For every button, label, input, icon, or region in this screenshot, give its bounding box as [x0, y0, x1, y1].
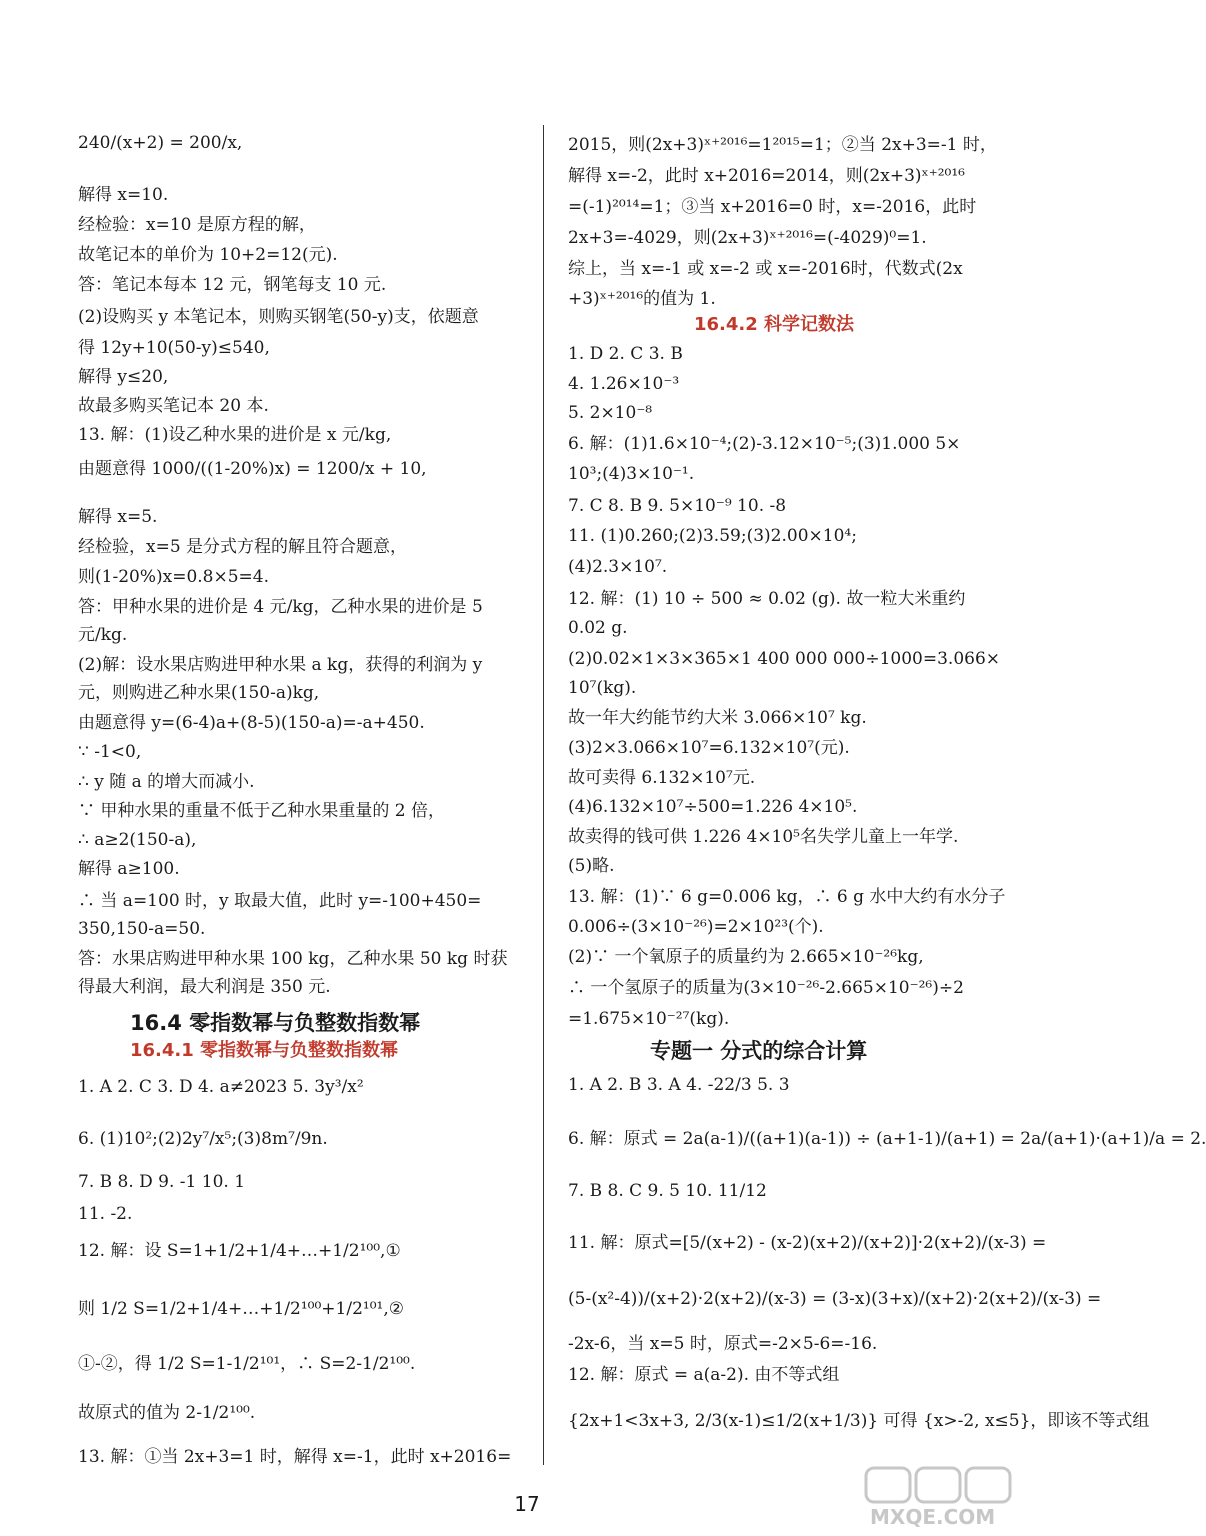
text-line: 2015，则(2x+3)ˣ⁺²⁰¹⁶=1²⁰¹⁵=1；②当 2x+3=-1 时， [568, 135, 997, 155]
text-line: 则 1/2 S=1/2+1/4+…+1/2¹⁰⁰+1/2¹⁰¹,② [78, 1299, 405, 1319]
text-line: 解得 y≤20, [78, 367, 169, 387]
svg-text:MXQE.COM: MXQE.COM [870, 1505, 996, 1529]
text-line: 由题意得 y=(6-4)a+(8-5)(150-a)=-a+450. [78, 713, 425, 733]
text-line: 12. 解：原式 = a(a-2). 由不等式组 [568, 1365, 840, 1385]
text-line: ∴ a≥2(150-a), [78, 830, 197, 850]
text-line: (3)2×3.066×10⁷=6.132×10⁷(元). [568, 738, 850, 758]
text-line: ∵ -1<0, [78, 742, 142, 762]
text-line: =1.675×10⁻²⁷(kg). [568, 1009, 730, 1029]
text-line: 7. C 8. B 9. 5×10⁻⁹ 10. -8 [568, 496, 787, 516]
text-line: 13. 解：①当 2x+3=1 时，解得 x=-1，此时 x+2016= [78, 1447, 512, 1467]
text-line: ∴ 一个氢原子的质量为(3×10⁻²⁶-2.665×10⁻²⁶)÷2 [568, 978, 964, 998]
text-line: 13. 解：(1)设乙种水果的进价是 x 元/kg, [78, 425, 392, 445]
text-line: 故原式的值为 2-1/2¹⁰⁰. [78, 1403, 256, 1423]
text-line: 1. A 2. C 3. D 4. a≠2023 5. 3y³/x² [78, 1077, 364, 1097]
text-line: 故一年大约能节约大米 3.066×10⁷ kg. [568, 708, 867, 728]
text-line: 经检验：x=10 是原方程的解， [78, 215, 316, 235]
text-line: 4. 1.26×10⁻³ [568, 374, 680, 394]
text-line: 元/kg. [78, 625, 128, 645]
text-line: 故最多购买笔记本 20 本. [78, 396, 269, 416]
text-line: 2x+3=-4029，则(2x+3)ˣ⁺²⁰¹⁶=(-4029)⁰=1. [568, 228, 927, 248]
text-line: 则(1-20%)x=0.8×5=4. [78, 567, 270, 587]
text-line: 0.006÷(3×10⁻²⁶)=2×10²³(个). [568, 917, 824, 937]
text-line: 10³;(4)3×10⁻¹. [568, 464, 695, 484]
text-line: +3)ˣ⁺²⁰¹⁶的值为 1. [568, 289, 716, 309]
text-line: 12. 解：(1) 10 ÷ 500 ≈ 0.02 (g). 故一粒大米重约 [568, 589, 966, 609]
text-line: (5-(x²-4))/(x+2)·2(x+2)/(x-3) = (3-x)(3+x)/(x+2)·2(x+2)/(x-3) = [568, 1289, 1102, 1309]
text-line: (2)设购买 y 本笔记本，则购买钢笔(50-y)支，依题意 [78, 307, 479, 327]
text-line: (5)略. [568, 856, 615, 876]
text-line: 13. 解：(1)∵ 6 g=0.006 kg，∴ 6 g 水中大约有水分子 [568, 887, 1006, 907]
text-line: 解得 x=10. [78, 185, 169, 205]
text-line: ①-②，得 1/2 S=1-1/2¹⁰¹，∴ S=2-1/2¹⁰⁰. [78, 1354, 416, 1374]
text-line: 经检验，x=5 是分式方程的解且符合题意， [78, 537, 408, 557]
text-line: 5. 2×10⁻⁸ [568, 403, 653, 423]
text-line: 7. B 8. C 9. 5 10. 11/12 [568, 1181, 767, 1201]
text-line: (4)6.132×10⁷÷500=1.226 4×10⁵. [568, 797, 858, 817]
column-divider [543, 125, 544, 1465]
text-line: 6. 解：原式 = 2a(a-1)/((a+1)(a-1)) ÷ (a+1-1)/(a+1) = 2a/(a+1)·(a+1)/a = 2. [568, 1129, 1206, 1149]
text-line: 解得 a≥100. [78, 859, 180, 879]
section-heading: 16.4 零指数幂与负整数指数幂 [130, 1011, 421, 1035]
page-number: 17 [514, 1492, 540, 1516]
section-heading: 专题一 分式的综合计算 [650, 1039, 868, 1063]
text-line: 11. (1)0.260;(2)3.59;(3)2.00×10⁴; [568, 526, 857, 546]
subsection-heading: 16.4.1 零指数幂与负整数指数幂 [130, 1040, 399, 1061]
text-line: 11. -2. [78, 1204, 133, 1224]
text-line: 7. B 8. D 9. -1 10. 1 [78, 1172, 246, 1192]
text-line: 故卖得的钱可供 1.226 4×10⁵名失学儿童上一年学. [568, 827, 959, 847]
text-line: 得 12y+10(50-y)≤540, [78, 338, 270, 358]
text-line: 元，则购进乙种水果(150-a)kg, [78, 683, 320, 703]
text-line: (2)0.02×1×3×365×1 400 000 000÷1000=3.066× [568, 649, 1001, 669]
text-line: ∵ 甲种水果的重量不低于乙种水果重量的 2 倍， [78, 801, 446, 821]
text-line: 350,150-a=50. [78, 919, 206, 939]
watermark-logo [862, 1462, 1042, 1532]
text-line: 答：笔记本每本 12 元，钢笔每支 10 元. [78, 275, 387, 295]
text-line: 解得 x=-2，此时 x+2016=2014，则(2x+3)ˣ⁺²⁰¹⁶ [568, 166, 965, 186]
text-line: 综上，当 x=-1 或 x=-2 或 x=-2016时，代数式(2x [568, 259, 963, 279]
text-line: ∴ 当 a=100 时，y 取最大值，此时 y=-100+450= [78, 891, 482, 911]
text-line: (4)2.3×10⁷. [568, 557, 668, 577]
text-line: 答：水果店购进甲种水果 100 kg，乙种水果 50 kg 时获 [78, 949, 508, 969]
text-line: 得最大利润，最大利润是 350 元. [78, 977, 331, 997]
text-line: 6. (1)10²;(2)2y⁷/x⁵;(3)8m⁷/9n. [78, 1129, 328, 1149]
text-line: (2)∵ 一个氧原子的质量约为 2.665×10⁻²⁶kg, [568, 947, 924, 967]
text-line: 12. 解：设 S=1+1/2+1/4+…+1/2¹⁰⁰,① [78, 1241, 401, 1261]
text-line: 答：甲种水果的进价是 4 元/kg，乙种水果的进价是 5 [78, 597, 483, 617]
text-line: 0.02 g. [568, 618, 628, 638]
text-line: 6. 解：(1)1.6×10⁻⁴;(2)-3.12×10⁻⁵;(3)1.000 5× [568, 434, 961, 454]
text-line: 11. 解：原式=[5/(x+2) - (x-2)(x+2)/(x+2)]·2(x+2)/(x-3) = [568, 1233, 1047, 1253]
text-line: =(-1)²⁰¹⁴=1；③当 x+2016=0 时，x=-2016，此时 [568, 197, 977, 217]
text-line: 由题意得 1000/((1-20%)x) = 1200/x + 10, [78, 459, 427, 479]
text-line: 解得 x=5. [78, 507, 158, 527]
text-line: -2x-6，当 x=5 时，原式=-2×5-6=-16. [568, 1334, 878, 1354]
text-line: 故可卖得 6.132×10⁷元. [568, 768, 756, 788]
subsection-heading: 16.4.2 科学记数法 [694, 314, 855, 335]
text-line: (2)解：设水果店购进甲种水果 a kg，获得的利润为 y [78, 655, 483, 675]
text-line: ∴ y 随 a 的增大而减小. [78, 772, 255, 792]
text-line: 240/(x+2) = 200/x, [78, 133, 243, 153]
text-line: 1. A 2. B 3. A 4. -22/3 5. 3 [568, 1075, 790, 1095]
text-line: 1. D 2. C 3. B [568, 344, 683, 364]
text-line: {2x+1<3x+3, 2/3(x-1)≤1/2(x+1/3)} 可得 {x>-2, x≤5}，即该不等式组 [568, 1411, 1150, 1431]
text-line: 故笔记本的单价为 10+2=12(元). [78, 245, 338, 265]
text-line: 10⁷(kg). [568, 678, 637, 698]
